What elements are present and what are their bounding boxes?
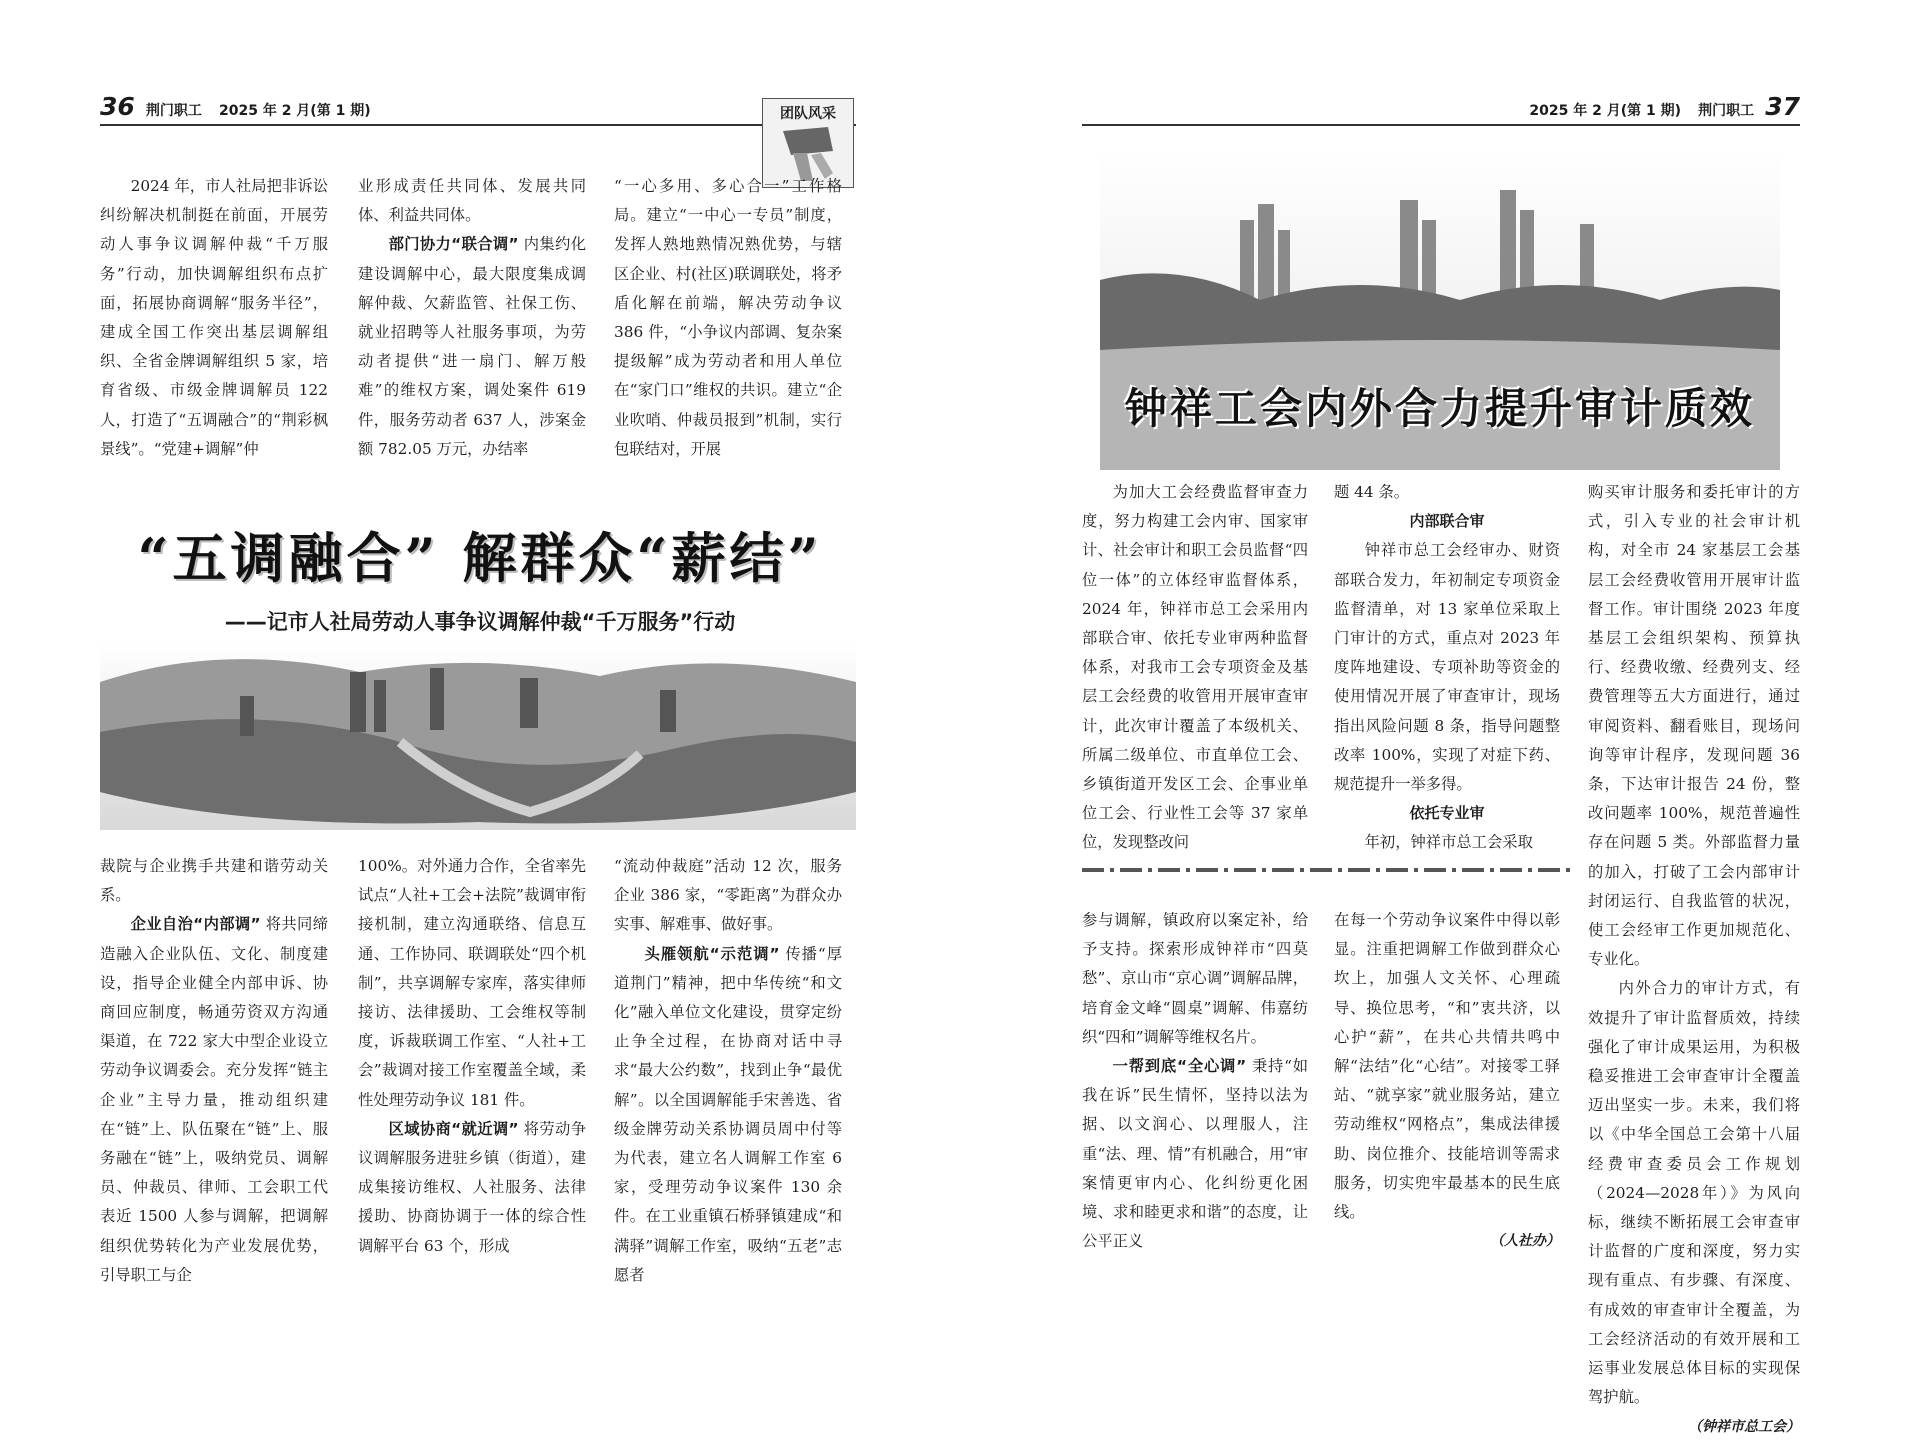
right-page xyxy=(960,0,1920,1435)
page-number: 36 xyxy=(100,92,135,121)
paragraph xyxy=(614,940,842,1290)
publication-name: 荆门职工 xyxy=(1698,103,1755,119)
paragraph: 裁院与企业携手共建和谐劳动关系。 xyxy=(100,857,328,905)
paragraph: 在每一个劳动争议案件中得以彰显。注重把调解工作做到群众心坎上，加强人文关怀、心理疏导、换位思考，“和”衷共济，以心护“薪”，在共心共情共鸣中解“法结”化“心结”。对接零工驿站、“就享家”就业服务站，建立劳动维权“网格点”，集成法律援助、岗位推介、技能培训等需求服务，切实兜牢最基本的民生底线。 xyxy=(1334,911,1560,1222)
subheading: 企业自治“内部调” xyxy=(130,915,261,934)
paragraph: 钟祥市总工会经审办、财资部联合发力，年初制定专项资金监督清单，对 13 家单位采取上门审计的方式，重点对 2023 年度阵地建设、专项补助等资金的使用情况开展了审查审计，现场指出风险问题 8 条，指导问题整改率 100%，实现了对症下药、规范提升一举多得。 xyxy=(1334,541,1560,794)
feature-subtitle: ——记市人社局劳动人事争议调解仲裁“千万服务”行动 xyxy=(224,610,736,634)
issue-date: 2025 年 2 月(第 1 期) xyxy=(218,103,371,119)
paragraph: 2024 年，市人社局把非诉讼纠纷解决机制挺在前面，开展劳动人事争议调解仲裁“千万服务”行动，加快调解组织布点扩面，拓展协商调解“服务半径”，建成全国工作突出基层调解组织、全省金牌调解组织 5 家，培育省级、市级金牌调解员 122 人，打造了“五调融合”的“荆彩枫景线”。“党建+调解”仲 xyxy=(100,177,328,458)
publication-name: 荆门职工 xyxy=(145,103,202,119)
author-signature: （钟祥市总工会） xyxy=(1688,1418,1800,1435)
subheading: 一帮到底“全心调” xyxy=(1112,1057,1247,1076)
left-bottom-col-1 xyxy=(100,852,328,1292)
paragraph: 100%。对外通力合作，全省率先试点“人社+工会+法院”裁调审衔接机制，建立沟通联络、信息互通、工作协同、联调联处“四个机制”，共享调解专家库，落实律师接访、法律援助、工会维权等制度，诉裁联调工作室、“人社+工会”裁调对接工作室覆盖全域，柔性处理劳动争议 181 件。 xyxy=(358,857,586,1109)
paragraph xyxy=(100,910,328,1290)
paragraph-text: 将共同缔造融入企业队伍、文化、制度建设，指导企业健全内部申诉、协商回应制度，畅通劳资双方沟通渠道，在 722 家大中型企业设立劳动争议调委会。充分发挥“链主企业”主导力量，推动组织建在“链”上、队伍聚在“链”上、服务融在“链”上，吸纳党员、调解员、仲裁员、律师、工会职工代表近 1500 人参与调解，把调解组织优势转化为产业发展优势，引导职工与企 xyxy=(100,915,328,1284)
subheading: 依托专业审 xyxy=(1409,804,1485,823)
feature-title: “五调融合” 解群众“薪结” xyxy=(137,526,823,590)
city-panorama-photo xyxy=(100,642,856,830)
right-col-2 xyxy=(1334,478,1560,852)
paragraph xyxy=(358,230,586,464)
author-signature: （人社办） xyxy=(1490,1233,1560,1250)
section-tag-label: 团队风采 xyxy=(780,106,836,122)
left-top-col-1 xyxy=(100,172,328,482)
right-col-3 xyxy=(1588,478,1800,1435)
left-header xyxy=(100,92,377,121)
right-col-1 xyxy=(1082,478,1308,852)
left-bottom-col-3 xyxy=(614,852,842,1292)
left-top-col-2 xyxy=(358,172,586,482)
paragraph-text: 传播“厚道荆门”精神，把中华传统“和文化”融入单位文化建设，贯穿定纷止争全过程，在协商对话中寻求“最大公约数”，找到止争“最优解”。以全国调解能手宋善选、省级金牌劳动关系协调员周中付等为代表，建立名人调解工作室 6 家，受理劳动争议案件 130 余件。在工业重镇石桥驿镇建成“和满驿”调解工作室，吸纳“五老”志愿者 xyxy=(614,944,843,1284)
paragraph: 内外合力的审计方式，有效提升了审计监督质效，持续强化了审计成果运用，为积极稳妥推进工会审查审计全覆盖迈出坚实一步。未来，我们将以《中华全国总工会第十八届经费审查委员会工作规划（2024—2028年）》为风向标，继续不断拓展工会审查审计监督的广度和深度，努力实现有重点、有步骤、有深度、有成效的审查审计全覆盖，为工会经济活动的有效开展和工运事业发展总体目标的实现保驾护航。 xyxy=(1588,979,1800,1407)
subheading: 内部联合审 xyxy=(1409,512,1485,531)
header-rule xyxy=(100,124,856,126)
paragraph: “一心多用、多心合一”工作格局。建立“一中心一专员”制度，发挥人熟地熟情况熟优势，与辖区企业、村(社区)联调联处，将矛盾化解在前端，解决劳动争议 386 件，“小争议内部调、复杂案提级解”成为劳动者和用人单位在“家门口”维权的共识。建立“企业吹哨、仲裁员报到”机制，实行包联结对，开展 xyxy=(614,177,842,458)
left-page xyxy=(0,0,960,1357)
subheading: 区域协商“就近调” xyxy=(388,1119,519,1138)
paragraph-text: 内集约化建设调解中心，最大限度集成调解仲裁、欠薪监管、社保工伤、就业招聘等人社服务事项，为劳动者提供“进一扇门、解万般难”的维权方案，调处案件 619 件，服务劳动者 637 人，涉案金额 782.05 万元，办结率 xyxy=(358,235,586,458)
subheading: 部门协力“联合调” xyxy=(388,235,519,254)
left-top-col-3 xyxy=(614,172,842,482)
paragraph: 参与调解，镇政府以案定补，给予支持。探索形成钟祥市“四莫愁”、京山市“京心调”调解品牌，培育金文峰“圆桌”调解、伟嘉纺织“四和”调解等维权名片。 xyxy=(1082,911,1308,1046)
header-rule xyxy=(1082,124,1800,126)
article-title: 钟祥工会内外合力提升审计质效 xyxy=(1124,384,1755,433)
paragraph: 题 44 条。 xyxy=(1334,483,1410,501)
right-header xyxy=(1523,92,1800,121)
paragraph: 年初，钟祥市总工会采取 xyxy=(1364,833,1533,852)
paragraph-text: 将劳动争议调解服务进驻乡镇（街道），建成集接访维权、人社服务、法律援助、协商协调于一体的综合性调解平台 63 个，形成 xyxy=(358,1119,586,1255)
paragraph: 购买审计服务和委托审计的方式，引入专业的社会审计机构，对全市 24 家基层工会基层工会经费收管用开展审计监督工作。审计围绕 2023 年度基层工会组织架构、预算执行、经费收缴、经费列支、经费管理等五大方面进行，通过审阅资料、翻看账目，现场问询等审计程序，发现问题 36 条，下达审计报告 24 份，整改问题率 100%，规范普遍性存在问题 5 类。外部监督力量的加入，打破了工会内部审计封闭运行、自我监管的状况，使工会经审工作更加规范化、专业化。 xyxy=(1588,483,1800,969)
paragraph: 为加大工会经费监督审查力度，努力构建工会内审、国家审计、社会审计和职工会员监督“四位一体”的立体经审监督体系，2024 年，钟祥市总工会采用内部联合审、依托专业审两种监督体系，对我市工会专项资金及基层工会经费的收管用开展审查审计，此次审计覆盖了本级机关、所属二级单位、市直单位工会、乡镇街道开发区工会、企事业单位工会、行业性工会等 37 家单位，发现整改问 xyxy=(1082,483,1308,852)
page-number: 37 xyxy=(1765,92,1800,121)
continuation-col-2 xyxy=(1334,906,1560,1262)
paragraph: “流动仲裁庭”活动 12 次，服务企业 386 家，“零距离”为群众办实事、解难事、做好事。 xyxy=(614,857,842,934)
paragraph xyxy=(358,1115,586,1261)
continuation-col-1 xyxy=(1082,906,1308,1262)
issue-date: 2025 年 2 月(第 1 期) xyxy=(1529,103,1682,119)
paragraph: 业形成责任共同体、发展共同体、利益共同体。 xyxy=(358,177,586,225)
subheading: 头雁领航“示范调” xyxy=(644,944,780,963)
left-bottom-col-2 xyxy=(358,852,586,1292)
paragraph xyxy=(1082,1052,1308,1256)
paragraph-text: 秉持“如我在诉”民生情怀，坚持以法为据、以文润心、以理服人，注重“法、理、情”有机融合，用“审案情更审内心、化纠纷更化困境、求和睦更求和谐”的态度，让公平正义 xyxy=(1082,1057,1309,1251)
dashed-divider xyxy=(1082,868,1572,872)
